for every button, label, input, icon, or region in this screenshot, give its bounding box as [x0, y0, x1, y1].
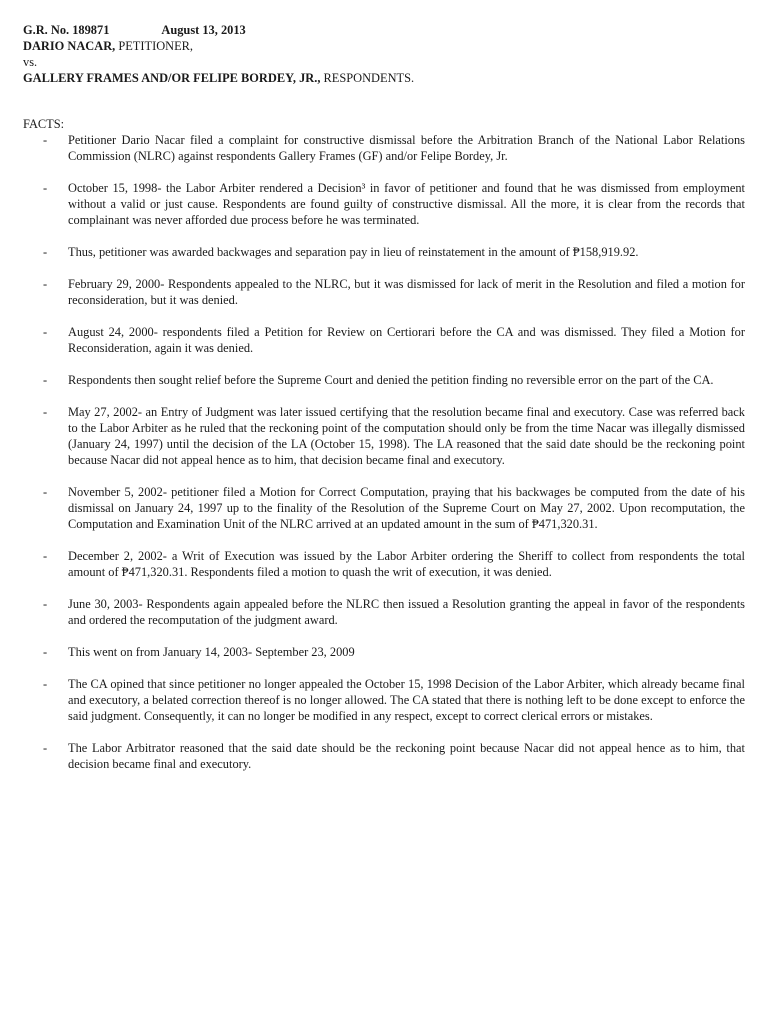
fact-text: October 15, 1998- the Labor Arbiter rendered a Decision³ in favor of petitioner and found that he was dismissed from employment without a valid or just cause. Respondents are found guilty of constructive dismissal. All the more, it is clear from the records that complainant was never afforded due process before he was terminated. — [68, 181, 745, 227]
fact-item — [23, 276, 745, 308]
bullet-dash: - — [43, 677, 48, 691]
respondents-name: GALLERY FRAMES AND/OR FELIPE BORDEY, JR., — [23, 71, 321, 85]
case-number-line — [23, 22, 745, 38]
fact-text: Thus, petitioner was awarded backwages and separation pay in lieu of reinstatement in the amount of ₱158,919.92. — [68, 245, 639, 259]
respondents-line — [23, 70, 745, 86]
bullet-dash: - — [43, 485, 48, 499]
case-number: G.R. No. 189871 — [23, 23, 110, 37]
fact-item — [23, 676, 745, 724]
petitioner-role: PETITIONER, — [115, 39, 194, 53]
fact-item — [23, 548, 745, 580]
fact-item — [23, 132, 745, 164]
bullet-dash: - — [43, 741, 48, 755]
bullet-dash: - — [43, 549, 48, 563]
versus-line: vs. — [23, 55, 38, 69]
fact-text: Respondents then sought relief before the Supreme Court and denied the petition finding no reversible error on the part of the CA. — [68, 373, 714, 387]
fact-item — [23, 484, 745, 532]
petitioner-name: DARIO NACAR, — [23, 39, 116, 53]
fact-text: August 24, 2000- respondents filed a Petition for Review on Certiorari before the CA and was dismissed. They filed a Motion for Reconsideration, again it was denied. — [68, 325, 745, 355]
fact-text: The CA opined that since petitioner no longer appealed the October 15, 1998 Decision of the Labor Arbiter, which already became final and executory, a belated correction thereof is no longer allowed. The CA stated that there is nothing left to be done except to enforce the said judgment. Consequently, it can no longer be modified in any respect, except to correct clerical errors or mistakes. — [68, 677, 745, 723]
fact-item — [23, 324, 745, 356]
fact-text: December 2, 2002- a Writ of Execution was issued by the Labor Arbiter ordering the Sheriff to collect from respondents the total amount of ₱471,320.31. Respondents filed a motion to quash the writ of execution, it was denied. — [68, 549, 745, 579]
fact-text: Petitioner Dario Nacar filed a complaint for constructive dismissal before the Arbitration Branch of the National Labor Relations Commission (NLRC) against respondents Gallery Frames (GF) and/or Felipe Bordey, Jr. — [68, 133, 745, 163]
bullet-dash: - — [43, 133, 48, 147]
facts-list — [23, 132, 745, 772]
bullet-dash: - — [43, 245, 48, 259]
case-date: August 13, 2013 — [161, 23, 246, 37]
respondents-role: RESPONDENTS. — [320, 71, 415, 85]
fact-item — [23, 644, 745, 660]
facts-heading: FACTS: — [23, 117, 65, 131]
bullet-dash: - — [43, 597, 48, 611]
fact-text: The Labor Arbitrator reasoned that the said date should be the reckoning point because Nacar did not appeal hence as to him, that decision became final and executory. — [68, 741, 745, 771]
fact-text: June 30, 2003- Respondents again appealed before the NLRC then issued a Resolution granting the appeal in favor of the respondents and ordered the recomputation of the judgment award. — [68, 597, 745, 627]
fact-item — [23, 180, 745, 228]
fact-item — [23, 244, 745, 260]
bullet-dash: - — [43, 405, 48, 419]
fact-item — [23, 372, 745, 388]
petitioner-line — [23, 38, 745, 54]
bullet-dash: - — [43, 277, 48, 291]
bullet-dash: - — [43, 373, 48, 387]
fact-text: This went on from January 14, 2003- September 23, 2009 — [68, 645, 355, 659]
document-page — [23, 22, 745, 788]
bullet-dash: - — [43, 645, 48, 659]
fact-text: February 29, 2000- Respondents appealed to the NLRC, but it was dismissed for lack of merit in the Resolution and filed a motion for reconsideration, but it was denied. — [68, 277, 745, 307]
bullet-dash: - — [43, 325, 48, 339]
fact-item — [23, 404, 745, 468]
bullet-dash: - — [43, 181, 48, 195]
fact-item — [23, 596, 745, 628]
fact-text: May 27, 2002- an Entry of Judgment was later issued certifying that the resolution became final and executory. Case was referred back to the Labor Arbiter as he ruled that the reckoning point of the computation should only be from the time Nacar was illegally dismissed (January 24, 1997) until the decision of the LA (October 15, 1998). The LA reasoned that the said date should be the reckoning point because Nacar did not appeal hence as to him, that decision became final and executory. — [68, 405, 745, 467]
fact-text: November 5, 2002- petitioner filed a Motion for Correct Computation, praying that his backwages be computed from the date of his dismissal on January 24, 1997 up to the finality of the Resolution of the Supreme Court on May 27, 2002. Upon recomputation, the Computation and Examination Unit of the NLRC arrived at an updated amount in the sum of ₱471,320.31. — [68, 485, 745, 531]
fact-item — [23, 740, 745, 772]
